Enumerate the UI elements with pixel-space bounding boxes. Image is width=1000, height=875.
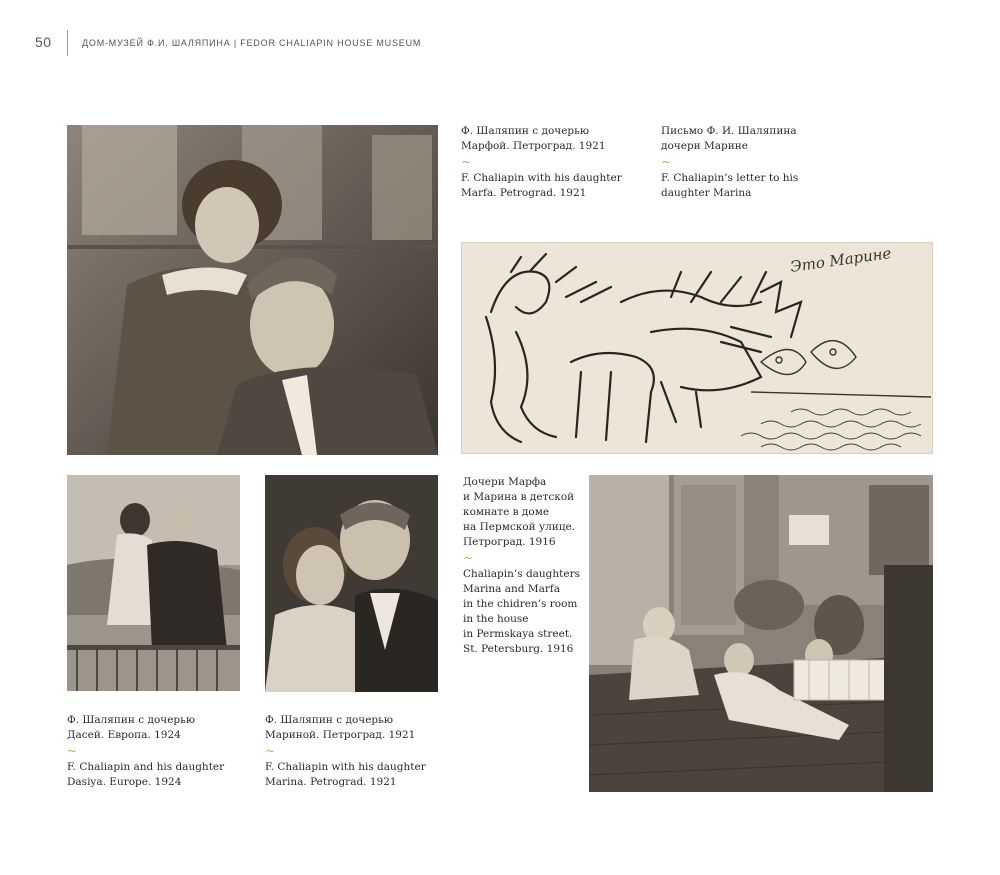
photo-chaliapin-marfa-1921 [67, 125, 438, 455]
photo-chaliapin-dasiya-1924 [67, 475, 240, 691]
caption-en: F. Chaliapin with his daughter Marfa. Petrograd. 1921 [461, 172, 622, 199]
caption-daughters-1916 [463, 475, 583, 657]
letter-sketch-image [461, 242, 933, 454]
caption-ru: Ф. Шаляпин с дочерью Мариной. Петроград. 1921 [265, 714, 416, 741]
header-divider [67, 30, 68, 56]
caption-en: F. Chaliapin’s letter to his daughter Marina [661, 172, 799, 199]
page-number: 50 [35, 34, 52, 50]
caption-marina-1921 [265, 713, 445, 790]
running-title: ДОМ-МУЗЕЙ Ф.И. ШАЛЯПИНА | FEDOR CHALIAPIN HOUSE MUSEUM [82, 38, 422, 48]
caption-en: F. Chaliapin with his daughter Marina. Petrograd. 1921 [265, 761, 426, 788]
caption-separator: ~ [461, 155, 472, 169]
photo-daughters-childrens-room-1916 [589, 475, 933, 792]
caption-dasiya-1924 [67, 713, 242, 790]
caption-ru: Ф. Шаляпин с дочерью Дасей. Европа. 1924 [67, 714, 195, 741]
caption-en: Chaliapin’s daughters Marina and Marfa in the chidren’s room in the house in Permskaya street. St. Petersburg. 1916 [463, 568, 581, 655]
caption-ru: Письмо Ф. И. Шаляпина дочери Марине [661, 125, 797, 152]
caption-ru: Дочери Марфа и Марина в детской комнате в доме на Пермской улице. Петроград. 1916 [463, 476, 576, 548]
caption-ru: Ф. Шаляпин с дочерью Марфой. Петроград. 1921 [461, 125, 606, 152]
caption-separator: ~ [265, 744, 276, 758]
letter-inscription: Это Марине [789, 243, 893, 276]
caption-separator: ~ [661, 155, 672, 169]
caption-separator: ~ [67, 744, 78, 758]
caption-letter-marina [661, 124, 831, 201]
caption-en: F. Chaliapin and his daughter Dasiya. Europe. 1924 [67, 761, 225, 788]
photo-chaliapin-marina-1921 [265, 475, 438, 692]
caption-marfa-1921 [461, 124, 631, 201]
caption-separator: ~ [463, 551, 474, 565]
